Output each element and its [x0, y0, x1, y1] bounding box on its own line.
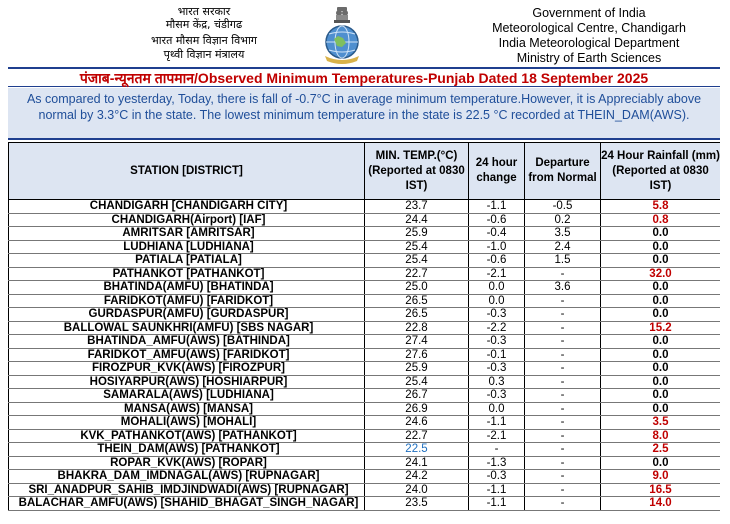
change-cell: 0.3: [469, 375, 525, 389]
report-header: [8, 4, 720, 66]
min-temp-cell: 23.5: [365, 497, 469, 511]
departure-cell: -: [525, 375, 601, 389]
departure-cell: -: [525, 483, 601, 497]
station-cell: CHANDIGARH [CHANDIGARH CITY]: [9, 200, 365, 214]
english-line-1: Government of India: [532, 6, 646, 20]
hindi-line-2: मौसम केंद्र, चंडीगढ: [165, 18, 243, 31]
col-header-rainfall: 24 Hour Rainfall (mm) (Reported at 0830 IST): [601, 143, 721, 200]
imd-emblem-icon: [312, 6, 372, 64]
table-row: [9, 483, 721, 497]
change-cell: -1.3: [469, 456, 525, 470]
min-temp-cell: 26.5: [365, 308, 469, 322]
change-cell: -2.2: [469, 321, 525, 335]
station-cell: ROPAR_KVK(AWS) [ROPAR]: [9, 456, 365, 470]
station-cell: HOSIYARPUR(AWS) [HOSHIARPUR]: [9, 375, 365, 389]
rainfall-cell: 0.0: [601, 281, 721, 295]
rainfall-cell: 32.0: [601, 267, 721, 281]
station-cell: BHAKRA_DAM_IMDNAGAL(AWS) [RUPNAGAR]: [9, 470, 365, 484]
rainfall-cell: 16.5: [601, 483, 721, 497]
change-cell: -: [469, 443, 525, 457]
table-row: [9, 294, 721, 308]
departure-cell: -: [525, 335, 601, 349]
change-cell: -0.3: [469, 335, 525, 349]
table-row: [9, 213, 721, 227]
change-cell: -1.1: [469, 497, 525, 511]
departure-cell: -0.5: [525, 200, 601, 214]
change-cell: -2.1: [469, 267, 525, 281]
change-cell: -0.3: [469, 389, 525, 403]
change-cell: -0.6: [469, 254, 525, 268]
station-cell: FARIDKOT_AMFU(AWS) [FARIDKOT]: [9, 348, 365, 362]
temperature-table: [8, 142, 720, 511]
col-header-departure: Departure from Normal: [525, 143, 601, 200]
station-cell: MANSA(AWS) [MANSA]: [9, 402, 365, 416]
table-row: [9, 281, 721, 295]
min-temp-cell: 26.5: [365, 294, 469, 308]
table-row: [9, 456, 721, 470]
station-cell: PATHANKOT [PATHANKOT]: [9, 267, 365, 281]
table-row: [9, 470, 721, 484]
table-row: [9, 267, 721, 281]
rainfall-cell: 0.8: [601, 213, 721, 227]
rainfall-cell: 8.0: [601, 429, 721, 443]
min-temp-cell: 26.9: [365, 402, 469, 416]
departure-cell: -: [525, 456, 601, 470]
rainfall-cell: 3.5: [601, 416, 721, 430]
report-title-bar: [8, 67, 720, 87]
station-cell: MOHALI(AWS) [MOHALI]: [9, 416, 365, 430]
departure-cell: -: [525, 362, 601, 376]
station-cell: FARIDKOT(AMFU) [FARIDKOT]: [9, 294, 365, 308]
station-cell: LUDHIANA [LUDHIANA]: [9, 240, 365, 254]
station-cell: CHANDIGARH(Airport) [IAF]: [9, 213, 365, 227]
departure-cell: 2.4: [525, 240, 601, 254]
change-cell: -0.3: [469, 470, 525, 484]
table-header-row: [9, 143, 721, 200]
departure-cell: -: [525, 308, 601, 322]
rainfall-cell: 0.0: [601, 375, 721, 389]
table-row: [9, 443, 721, 457]
departure-cell: -: [525, 321, 601, 335]
departure-cell: -: [525, 470, 601, 484]
rainfall-cell: 0.0: [601, 389, 721, 403]
rainfall-cell: 0.0: [601, 308, 721, 322]
table-row: [9, 335, 721, 349]
departure-cell: -: [525, 443, 601, 457]
change-cell: -0.3: [469, 308, 525, 322]
rainfall-cell: 0.0: [601, 240, 721, 254]
table-row: [9, 497, 721, 511]
min-temp-cell: 22.8: [365, 321, 469, 335]
table-row: [9, 389, 721, 403]
change-cell: -1.1: [469, 200, 525, 214]
min-temp-cell: 25.4: [365, 240, 469, 254]
station-cell: THEIN_DAM(AWS) [PATHANKOT]: [9, 443, 365, 457]
hindi-line-3: भारत मौसम विज्ञान विभाग: [151, 34, 257, 47]
table-row: [9, 254, 721, 268]
station-cell: BHATINDA_AMFU(AWS) [BATHINDA]: [9, 335, 365, 349]
change-cell: 0.0: [469, 294, 525, 308]
rainfall-cell: 0.0: [601, 254, 721, 268]
change-cell: -0.3: [469, 362, 525, 376]
min-temp-cell: 22.7: [365, 429, 469, 443]
rainfall-cell: 0.0: [601, 348, 721, 362]
change-cell: -1.0: [469, 240, 525, 254]
table-row: [9, 348, 721, 362]
min-temp-cell: 25.9: [365, 227, 469, 241]
min-temp-cell: 24.0: [365, 483, 469, 497]
change-cell: -0.1: [469, 348, 525, 362]
min-temp-cell: 25.9: [365, 362, 469, 376]
rainfall-cell: 2.5: [601, 443, 721, 457]
departure-cell: 1.5: [525, 254, 601, 268]
table-row: [9, 416, 721, 430]
min-temp-cell: 25.0: [365, 281, 469, 295]
table-row: [9, 240, 721, 254]
min-temp-cell: 24.2: [365, 470, 469, 484]
station-cell: AMRITSAR [AMRITSAR]: [9, 227, 365, 241]
rainfall-cell: 9.0: [601, 470, 721, 484]
table-row: [9, 200, 721, 214]
rainfall-cell: 15.2: [601, 321, 721, 335]
min-temp-cell: 27.4: [365, 335, 469, 349]
station-cell: BHATINDA(AMFU) [BHATINDA]: [9, 281, 365, 295]
english-line-2: Meteorological Centre, Chandigarh: [492, 21, 686, 35]
report-title: पंजाब-न्यूनतम तापमान/Observed Minimum Temperatures-Punjab Dated 18 September 2025: [79, 70, 649, 86]
min-temp-cell: 27.6: [365, 348, 469, 362]
station-cell: SAMARALA(AWS) [LUDHIANA]: [9, 389, 365, 403]
table-row: [9, 402, 721, 416]
table-row: [9, 308, 721, 322]
departure-cell: 3.6: [525, 281, 601, 295]
summary-text: As compared to yesterday, Today, there is fall of -0.7°C in average minimum temperature.However, it is Appreciably above normal by 3.3°C in the state. The lowest minimum temperature in the state is 22.5 °C recorded at THEIN_DAM(AWS).: [8, 88, 720, 140]
min-temp-cell: 25.4: [365, 254, 469, 268]
station-cell: BALLOWAL SAUNKHRI(AMFU) [SBS NAGAR]: [9, 321, 365, 335]
departure-cell: -: [525, 267, 601, 281]
change-cell: 0.0: [469, 281, 525, 295]
min-temp-cell: 25.4: [365, 375, 469, 389]
station-cell: FIROZPUR_KVK(AWS) [FIROZPUR]: [9, 362, 365, 376]
min-temp-cell: 24.4: [365, 213, 469, 227]
min-temp-cell: 26.7: [365, 389, 469, 403]
station-cell: SRI_ANADPUR_SAHIB_IMDJINDWADI(AWS) [RUPNAGAR]: [9, 483, 365, 497]
departure-cell: 0.2: [525, 213, 601, 227]
departure-cell: -: [525, 389, 601, 403]
rainfall-cell: 0.0: [601, 456, 721, 470]
min-temp-cell: 22.7: [365, 267, 469, 281]
min-temp-cell: 23.7: [365, 200, 469, 214]
change-cell: -0.4: [469, 227, 525, 241]
english-line-3: India Meteorological Department: [498, 36, 680, 50]
report-sheet: [8, 4, 720, 524]
departure-cell: -: [525, 416, 601, 430]
rainfall-cell: 14.0: [601, 497, 721, 511]
departure-cell: 3.5: [525, 227, 601, 241]
col-header-min-temp: MIN. TEMP.(°C) (Reported at 0830 IST): [365, 143, 469, 200]
rainfall-cell: 0.0: [601, 227, 721, 241]
english-line-4: Ministry of Earth Sciences: [516, 51, 662, 65]
rainfall-cell: 0.0: [601, 362, 721, 376]
rainfall-cell: 0.0: [601, 294, 721, 308]
col-header-station: STATION [DISTRICT]: [9, 143, 365, 200]
departure-cell: -: [525, 497, 601, 511]
departure-cell: -: [525, 294, 601, 308]
station-cell: KVK_PATHANKOT(AWS) [PATHANKOT]: [9, 429, 365, 443]
table-row: [9, 375, 721, 389]
departure-cell: -: [525, 402, 601, 416]
departure-cell: -: [525, 429, 601, 443]
min-temp-cell: 24.6: [365, 416, 469, 430]
hindi-line-1: भारत सरकार: [177, 5, 231, 18]
min-temp-cell: 22.5: [365, 443, 469, 457]
change-cell: -1.1: [469, 416, 525, 430]
change-cell: -1.1: [469, 483, 525, 497]
change-cell: 0.0: [469, 402, 525, 416]
col-header-24h-change: 24 hour change: [469, 143, 525, 200]
table-row: [9, 362, 721, 376]
rainfall-cell: 5.8: [601, 200, 721, 214]
min-temp-cell: 24.1: [365, 456, 469, 470]
hindi-line-4: पृथ्वी विज्ञान मंत्रालय: [163, 48, 245, 61]
station-cell: GURDASPUR(AMFU) [GURDASPUR]: [9, 308, 365, 322]
rainfall-cell: 0.0: [601, 402, 721, 416]
change-cell: -2.1: [469, 429, 525, 443]
station-cell: PATIALA [PATIALA]: [9, 254, 365, 268]
table-row: [9, 429, 721, 443]
rainfall-cell: 0.0: [601, 335, 721, 349]
change-cell: -0.6: [469, 213, 525, 227]
station-cell: BALACHAR_AMFU(AWS) [SHAHID_BHAGAT_SINGH_NAGAR]: [9, 497, 365, 511]
table-row: [9, 227, 721, 241]
table-body: [9, 200, 721, 511]
table-row: [9, 321, 721, 335]
departure-cell: -: [525, 348, 601, 362]
